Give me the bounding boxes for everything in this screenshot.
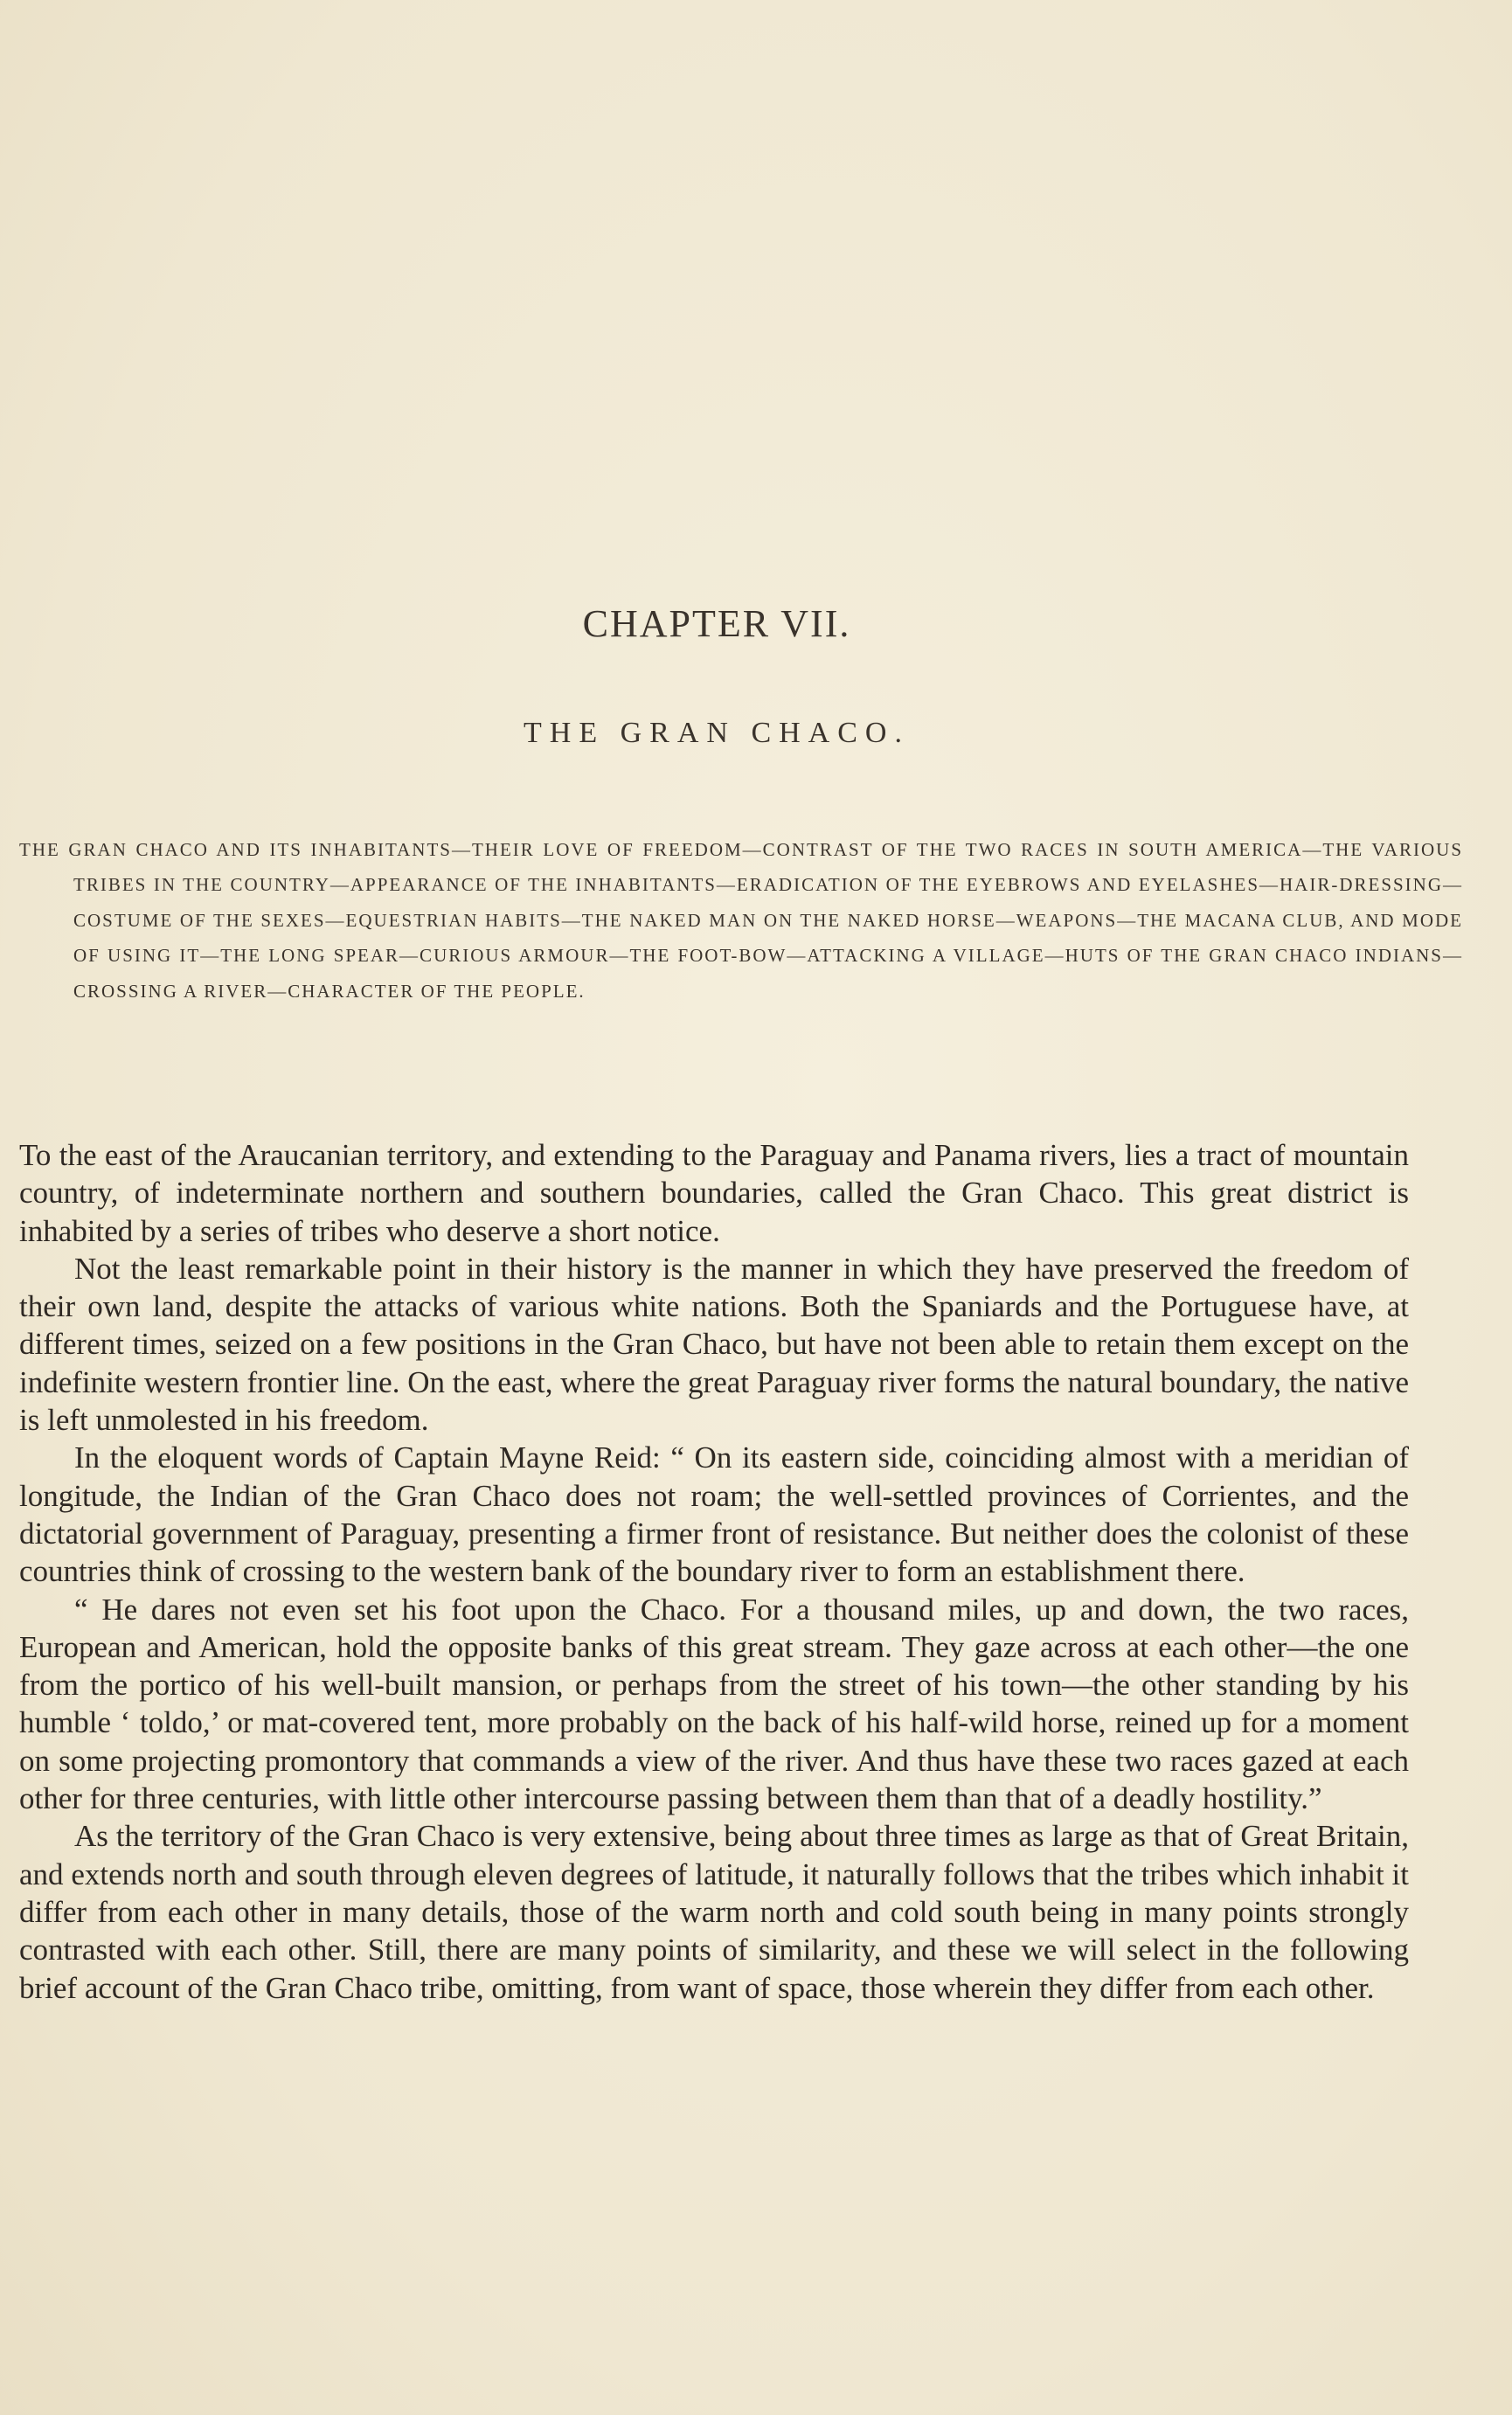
chapter-synopsis: THE GRAN CHACO AND ITS INHABITANTS—THEIR LOVE OF FREEDOM—CONTRAST OF THE TWO RACES IN SOUTH AMERICA—THE VARIOUS TRIBES IN THE COUNTRY—APPEARANCE OF THE INHABITANTS—ERADICATION OF THE EYEBROWS AND EYELASHES—HAIR-DRESSING—COSTUME OF THE SEXES—EQUESTRIAN HABITS—THE NAKED MAN ON THE NAKED HORSE—WEAPONS—THE MACANA CLUB, AND MODE OF USING IT—THE LONG SPEAR—CURIOUS ARMOUR—THE FOOT-BOW—ATTACKING A VILLAGE—HUTS OF THE GRAN CHACO INDIANS—CROSSING A RIVER—CHARACTER OF THE PEOPLE.	[19, 839, 1463, 1002]
paragraph: In the eloquent words of Captain Mayne Reid: “ On its eastern side, coinciding almost with a meridian of longitude, the Indian of the Gran Chaco does not roam; the well-settled provinces of Corrientes, and the dictatorial government of Paraguay, presenting a firmer front of resistance. But neither does the colonist of these countries think of crossing to the western bank of the boundary river to form an establishment there.	[19, 1440, 1409, 1589]
paragraph: “ He dares not even set his foot upon the Chaco. For a thousand miles, up and down, the two races, European and American, hold the opposite banks of this great stream. They gaze across at each other—the one from the portico of his well-built mansion, or perhaps from the street of his town—the other standing by his humble ‘ toldo,’ or mat-covered tent, more probably on the back of his half-wild horse, reined up for a moment on some projecting promontory that commands a view of the river. And thus have these two races gazed at each other for three centuries, with little other intercourse passing between them than that of a deadly hostility.”	[19, 1592, 1409, 1816]
paragraph: As the territory of the Gran Chaco is very extensive, being about three times as large as that of Great Britain, and extends north and south through eleven degrees of latitude, it naturally follows that the tribes which inhabit it differ from each other in many details, those of the warm north and cold south being in many points strongly contrasted with each other. Still, there are many points of similarity, and these we will select in the following brief account of the Gran Chaco tribe, omitting, from want of space, those wherein they differ from each other.	[19, 1819, 1409, 2005]
body-text	[19, 1136, 1409, 2007]
chapter-title: CHAPTER VII.	[582, 602, 851, 645]
chapter-subtitle: THE GRAN CHACO.	[524, 717, 910, 749]
paragraph: To the east of the Araucanian territory, and extending to the Paraguay and Panama rivers, lies a tract of mountain country, of indeterminate northern and southern boundaries, called the Gran Chaco. This great district is inhabited by a series of tribes who deserve a short notice.	[19, 1138, 1409, 1248]
paragraph: Not the least remarkable point in their history is the manner in which they have preserved the freedom of their own land, despite the attacks of various white nations. Both the Spaniards and the Portuguese have, at different times, seized on a few positions in the Gran Chaco, but have not been able to retain them except on the indefinite western frontier line. On the east, where the great Paraguay river forms the natural boundary, the native is left unmolested in his freedom.	[19, 1251, 1409, 1438]
